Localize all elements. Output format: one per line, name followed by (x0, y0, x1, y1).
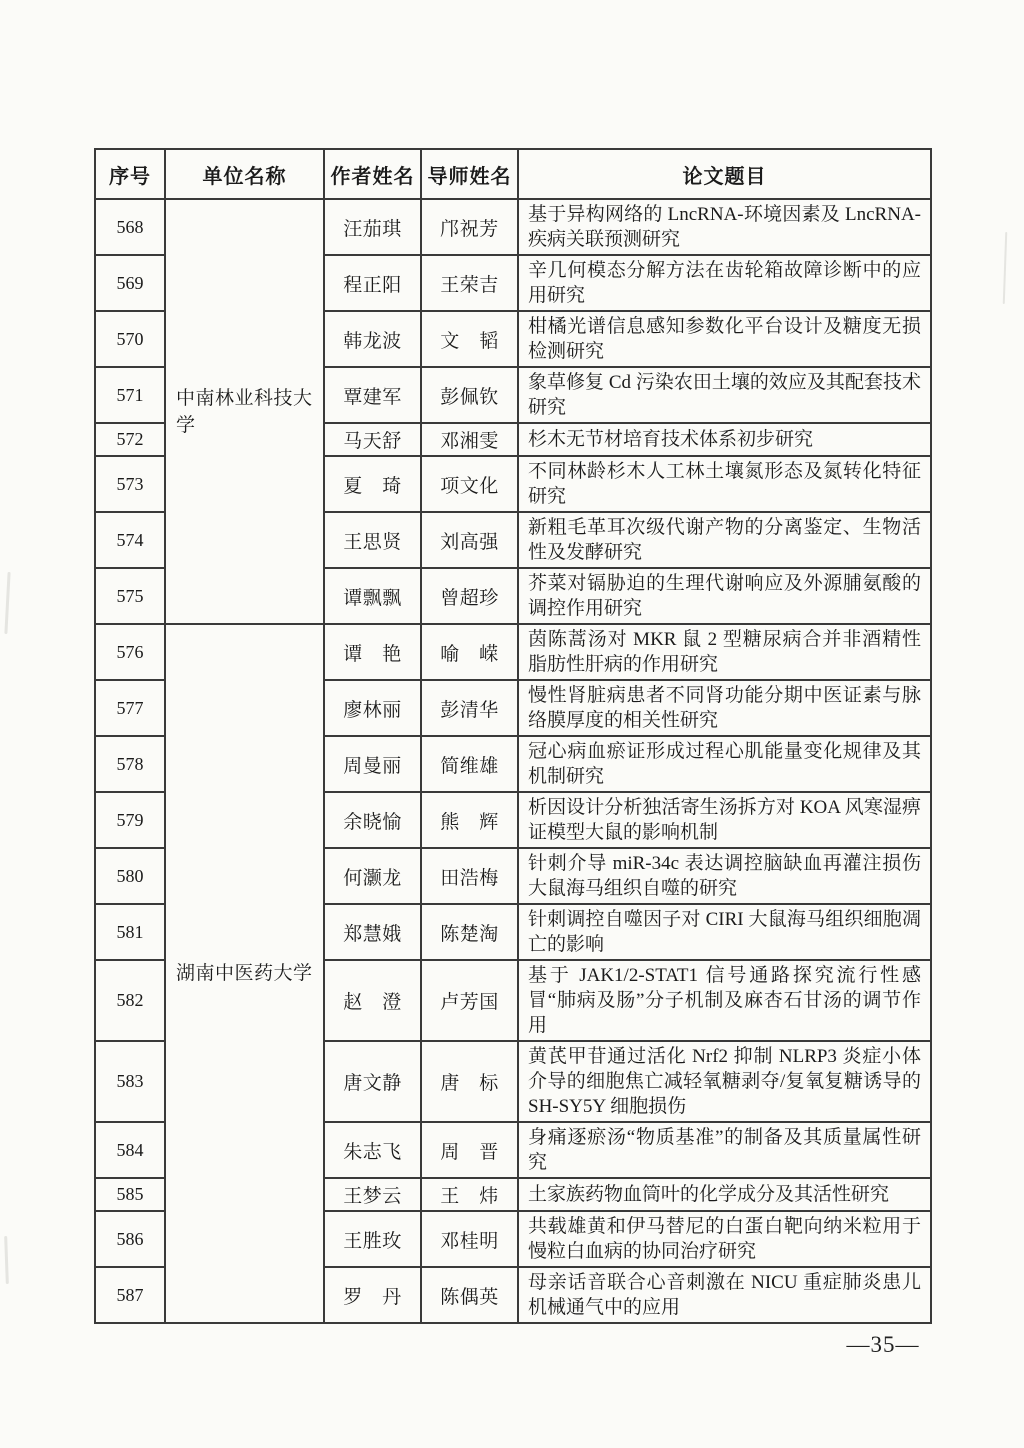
thesis-title-cell: 柑橘光谱信息感知参数化平台设计及糖度无损检测研究 (518, 311, 931, 367)
scan-artifact (4, 1236, 9, 1284)
author-name-cell: 余晓愉 (324, 792, 421, 848)
advisor-name-cell: 邝祝芳 (421, 199, 518, 255)
advisor-name-cell: 陈楚淘 (421, 904, 518, 960)
advisor-name-cell: 唐 标 (421, 1041, 518, 1122)
author-name-cell: 何灏龙 (324, 848, 421, 904)
header-advisor-name: 导师姓名 (421, 149, 518, 199)
serial-number-cell: 586 (95, 1211, 165, 1267)
author-name-cell: 赵 澄 (324, 960, 421, 1041)
author-name-cell: 朱志飞 (324, 1122, 421, 1178)
thesis-title-cell: 冠心病血瘀证形成过程心肌能量变化规律及其机制研究 (518, 736, 931, 792)
thesis-title-cell: 析因设计分析独活寄生汤拆方对 KOA 风寒湿痹证模型大鼠的影响机制 (518, 792, 931, 848)
thesis-title-cell: 共载雄黄和伊马替尼的白蛋白靶向纳米粒用于慢粒白血病的协同治疗研究 (518, 1211, 931, 1267)
serial-number-cell: 583 (95, 1041, 165, 1122)
advisor-name-cell: 曾超珍 (421, 568, 518, 624)
advisor-name-cell: 周 晋 (421, 1122, 518, 1178)
author-name-cell: 王思贤 (324, 512, 421, 568)
author-name-cell: 唐文静 (324, 1041, 421, 1122)
serial-number-cell: 569 (95, 255, 165, 311)
thesis-title-cell: 象草修复 Cd 污染农田土壤的效应及其配套技术研究 (518, 367, 931, 423)
thesis-title-cell: 杉木无节材培育技术体系初步研究 (518, 423, 931, 456)
serial-number-cell: 577 (95, 680, 165, 736)
serial-number-cell: 570 (95, 311, 165, 367)
author-name-cell: 王胜玫 (324, 1211, 421, 1267)
thesis-title-cell: 茵陈蒿汤对 MKR 鼠 2 型糖尿病合并非酒精性脂肪性肝病的作用研究 (518, 624, 931, 680)
thesis-title-cell: 针刺调控自噬因子对 CIRI 大鼠海马组织细胞凋亡的影响 (518, 904, 931, 960)
serial-number-cell: 575 (95, 568, 165, 624)
author-name-cell: 程正阳 (324, 255, 421, 311)
advisor-name-cell: 熊 辉 (421, 792, 518, 848)
author-name-cell: 韩龙波 (324, 311, 421, 367)
thesis-title-cell: 基于异构网络的 LncRNA-环境因素及 LncRNA-疾病关联预测研究 (518, 199, 931, 255)
serial-number-cell: 580 (95, 848, 165, 904)
header-author-name: 作者姓名 (324, 149, 421, 199)
thesis-table (94, 148, 932, 1324)
serial-number-cell: 579 (95, 792, 165, 848)
author-name-cell: 谭 艳 (324, 624, 421, 680)
thesis-title-cell: 母亲话音联合心音刺激在 NICU 重症肺炎患儿机械通气中的应用 (518, 1267, 931, 1323)
thesis-title-cell: 慢性肾脏病患者不同肾功能分期中医证素与脉络膜厚度的相关性研究 (518, 680, 931, 736)
thesis-title-cell: 芥菜对镉胁迫的生理代谢响应及外源脯氨酸的调控作用研究 (518, 568, 931, 624)
serial-number-cell: 574 (95, 512, 165, 568)
table-body (95, 199, 931, 1323)
author-name-cell: 郑慧娥 (324, 904, 421, 960)
thesis-title-cell: 黄芪甲苷通过活化 Nrf2 抑制 NLRP3 炎症小体介导的细胞焦亡减轻氧糖剥夺/复氧复糖诱导的 SH-SY5Y 细胞损伤 (518, 1041, 931, 1122)
advisor-name-cell: 文 韬 (421, 311, 518, 367)
thesis-title-cell: 针刺介导 miR-34c 表达调控脑缺血再灌注损伤大鼠海马组织自噬的研究 (518, 848, 931, 904)
author-name-cell: 夏 琦 (324, 456, 421, 512)
table-row (95, 199, 931, 255)
serial-number-cell: 585 (95, 1178, 165, 1211)
advisor-name-cell: 邓湘雯 (421, 423, 518, 456)
serial-number-cell: 576 (95, 624, 165, 680)
author-name-cell: 谭飘飘 (324, 568, 421, 624)
serial-number-cell: 568 (95, 199, 165, 255)
author-name-cell: 汪茄琪 (324, 199, 421, 255)
advisor-name-cell: 卢芳国 (421, 960, 518, 1041)
serial-number-cell: 578 (95, 736, 165, 792)
thesis-title-cell: 基于 JAK1/2-STAT1 信号通路探究流行性感冒“肺病及肠”分子机制及麻杏石甘汤的调节作用 (518, 960, 931, 1041)
author-name-cell: 覃建军 (324, 367, 421, 423)
header-thesis-title: 论文题目 (518, 149, 931, 199)
author-name-cell: 王梦云 (324, 1178, 421, 1211)
serial-number-cell: 581 (95, 904, 165, 960)
advisor-name-cell: 邓桂明 (421, 1211, 518, 1267)
thesis-title-cell: 身痛逐瘀汤“物质基准”的制备及其质量属性研究 (518, 1122, 931, 1178)
author-name-cell: 周曼丽 (324, 736, 421, 792)
serial-number-cell: 573 (95, 456, 165, 512)
scan-artifact (1003, 232, 1008, 304)
advisor-name-cell: 彭清华 (421, 680, 518, 736)
serial-number-cell: 571 (95, 367, 165, 423)
header-serial-number: 序号 (95, 149, 165, 199)
unit-name-cell: 中南林业科技大学 (165, 199, 324, 624)
serial-number-cell: 587 (95, 1267, 165, 1323)
table-header-row (95, 149, 931, 199)
thesis-title-cell: 不同林龄杉木人工林土壤氮形态及氮转化特征研究 (518, 456, 931, 512)
serial-number-cell: 582 (95, 960, 165, 1041)
author-name-cell: 廖林丽 (324, 680, 421, 736)
advisor-name-cell: 简维雄 (421, 736, 518, 792)
advisor-name-cell: 陈偶英 (421, 1267, 518, 1323)
thesis-title-cell: 新粗毛革耳次级代谢产物的分离鉴定、生物活性及发酵研究 (518, 512, 931, 568)
serial-number-cell: 572 (95, 423, 165, 456)
thesis-title-cell: 土家族药物血筒叶的化学成分及其活性研究 (518, 1178, 931, 1211)
advisor-name-cell: 王 炜 (421, 1178, 518, 1211)
header-unit-name: 单位名称 (165, 149, 324, 199)
page-number: —35— (846, 1332, 920, 1357)
author-name-cell: 罗 丹 (324, 1267, 421, 1323)
thesis-title-cell: 辛几何模态分解方法在齿轮箱故障诊断中的应用研究 (518, 255, 931, 311)
author-name-cell: 马天舒 (324, 423, 421, 456)
serial-number-cell: 584 (95, 1122, 165, 1178)
scan-artifact (4, 572, 10, 634)
advisor-name-cell: 项文化 (421, 456, 518, 512)
advisor-name-cell: 喻 嵘 (421, 624, 518, 680)
table-row (95, 624, 931, 680)
advisor-name-cell: 田浩梅 (421, 848, 518, 904)
advisor-name-cell: 王荣吉 (421, 255, 518, 311)
advisor-name-cell: 刘高强 (421, 512, 518, 568)
advisor-name-cell: 彭佩钦 (421, 367, 518, 423)
unit-name-cell: 湖南中医药大学 (165, 624, 324, 1323)
